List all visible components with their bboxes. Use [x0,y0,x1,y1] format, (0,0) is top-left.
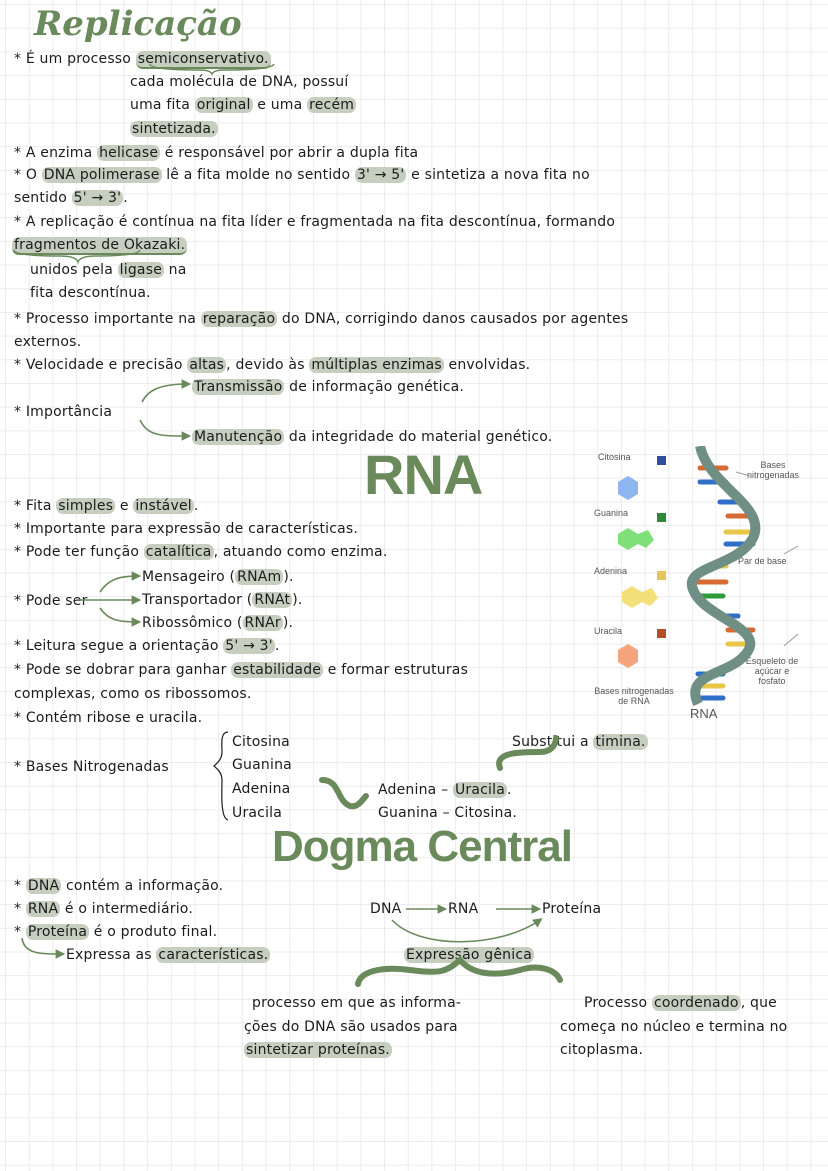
note-line: unidos pela ligase na [30,262,187,278]
note-line: processo em que as informa- [252,995,462,1011]
note-line: ções do DNA são usados para [244,1019,458,1035]
note-line: sintetizar proteínas. [246,1042,390,1058]
flow-dna: DNA [370,901,402,917]
base-pair: Adenina – Uracila . [378,782,512,798]
note-line: fragmentos de Okazaki. [14,237,186,253]
note-line: cada molécula de DNA, possuí [130,74,349,90]
section-title-dogma: Dogma Central [272,822,572,871]
legend-uracila: Uracila [594,626,623,636]
pode-ser-label: * Pode ser [14,593,88,609]
label-bases: Bases nitrogenadas [746,460,800,480]
section-title-replicacao: Replicação [34,4,242,44]
note-line: * O DNA polimerase lê a fita molde no sentido 3' → 5' e sintetiza a nova fita no [14,167,590,183]
diagram-title: RNA [690,706,718,721]
bases-rna-caption: Bases nitrogenadas de RNA [594,686,674,706]
note-line: citoplasma. [560,1042,644,1058]
note-line: sentido 5' → 3' . [14,190,128,206]
pode-ser-item: Mensageiro ( RNAm ). [142,569,294,585]
pode-ser-item: Ribossômico ( RNAr ). [142,615,294,631]
expressao-genica: Expressão gênica [406,947,533,963]
note-line: * DNA contém a informação. [14,878,224,894]
bases-item: Guanina [232,757,292,773]
note-line: sintetizada. [132,121,216,137]
note-line: começa no núcleo e termina no [560,1019,788,1035]
note-line: * Velocidade e precisão altas , devido às múltiplas enzimas envolvidas. [14,357,531,373]
note-line: uma fita original e uma recém [130,97,355,113]
note-line: fita descontínua. [30,285,151,301]
note-line: complexas, como os ribossomos. [14,686,252,702]
note-line: * Leitura segue a orientação 5' → 3' . [14,638,280,654]
note-line: * Fita simples e instável . [14,498,199,514]
section-title-rna: RNA [364,443,483,506]
bases-label: * Bases Nitrogenadas [14,759,169,775]
note-line: * A replicação é contínua na fita líder e fragmentada na fita descontínua, formando [14,214,616,230]
text: * É um processo [14,51,136,67]
note-uracila: Substitui a timina. [512,734,646,750]
bases-item: Uracila [232,805,283,821]
bases-item: Citosina [232,734,290,750]
importancia-item: Manutenção da integridade do material genético. [194,429,553,445]
legend-guanina: Guanina [594,508,629,518]
highlight: semiconservativo. [137,51,269,67]
note-line: externos. [14,334,82,350]
note-line: * Pode se dobrar para ganhar estabilidade e formar estruturas [14,662,469,678]
note-line: * A enzima helicase é responsável por abrir a dupla fita [14,145,419,161]
note-line: Expressa as características. [66,947,269,963]
flow-rna: RNA [448,901,479,917]
pode-ser-item: Transportador ( RNAt ). [142,592,303,608]
label-backbone: Esqueleto de açúcar e fosfato [745,656,799,686]
importancia-item: Transmissão de informação genética. [194,379,465,395]
note-line: * Processo importante na reparação do DNA, corrigindo danos causados por agentes [14,311,629,327]
note-line: * Proteína é o produto final. [14,924,218,940]
bases-item: Adenina [232,781,291,797]
note-line: * Pode ter função catalítica , atuando como enzima. [14,544,388,560]
importancia-label: * Importância [14,404,113,420]
legend-citosina: Citosina [598,452,631,462]
legend-adenina: Adenina [594,566,628,576]
flow-proteina: Proteína [542,901,602,917]
note-line: * RNA é o intermediário. [14,901,193,917]
note-line: Processo coordenado , que [584,995,777,1011]
note-line: * Contém ribose e uracila. [14,710,203,726]
label-pair: Par de base [738,556,787,566]
base-pair: Guanina – Citosina. [378,805,518,821]
note-line: * Importante para expressão de características. [14,521,359,537]
